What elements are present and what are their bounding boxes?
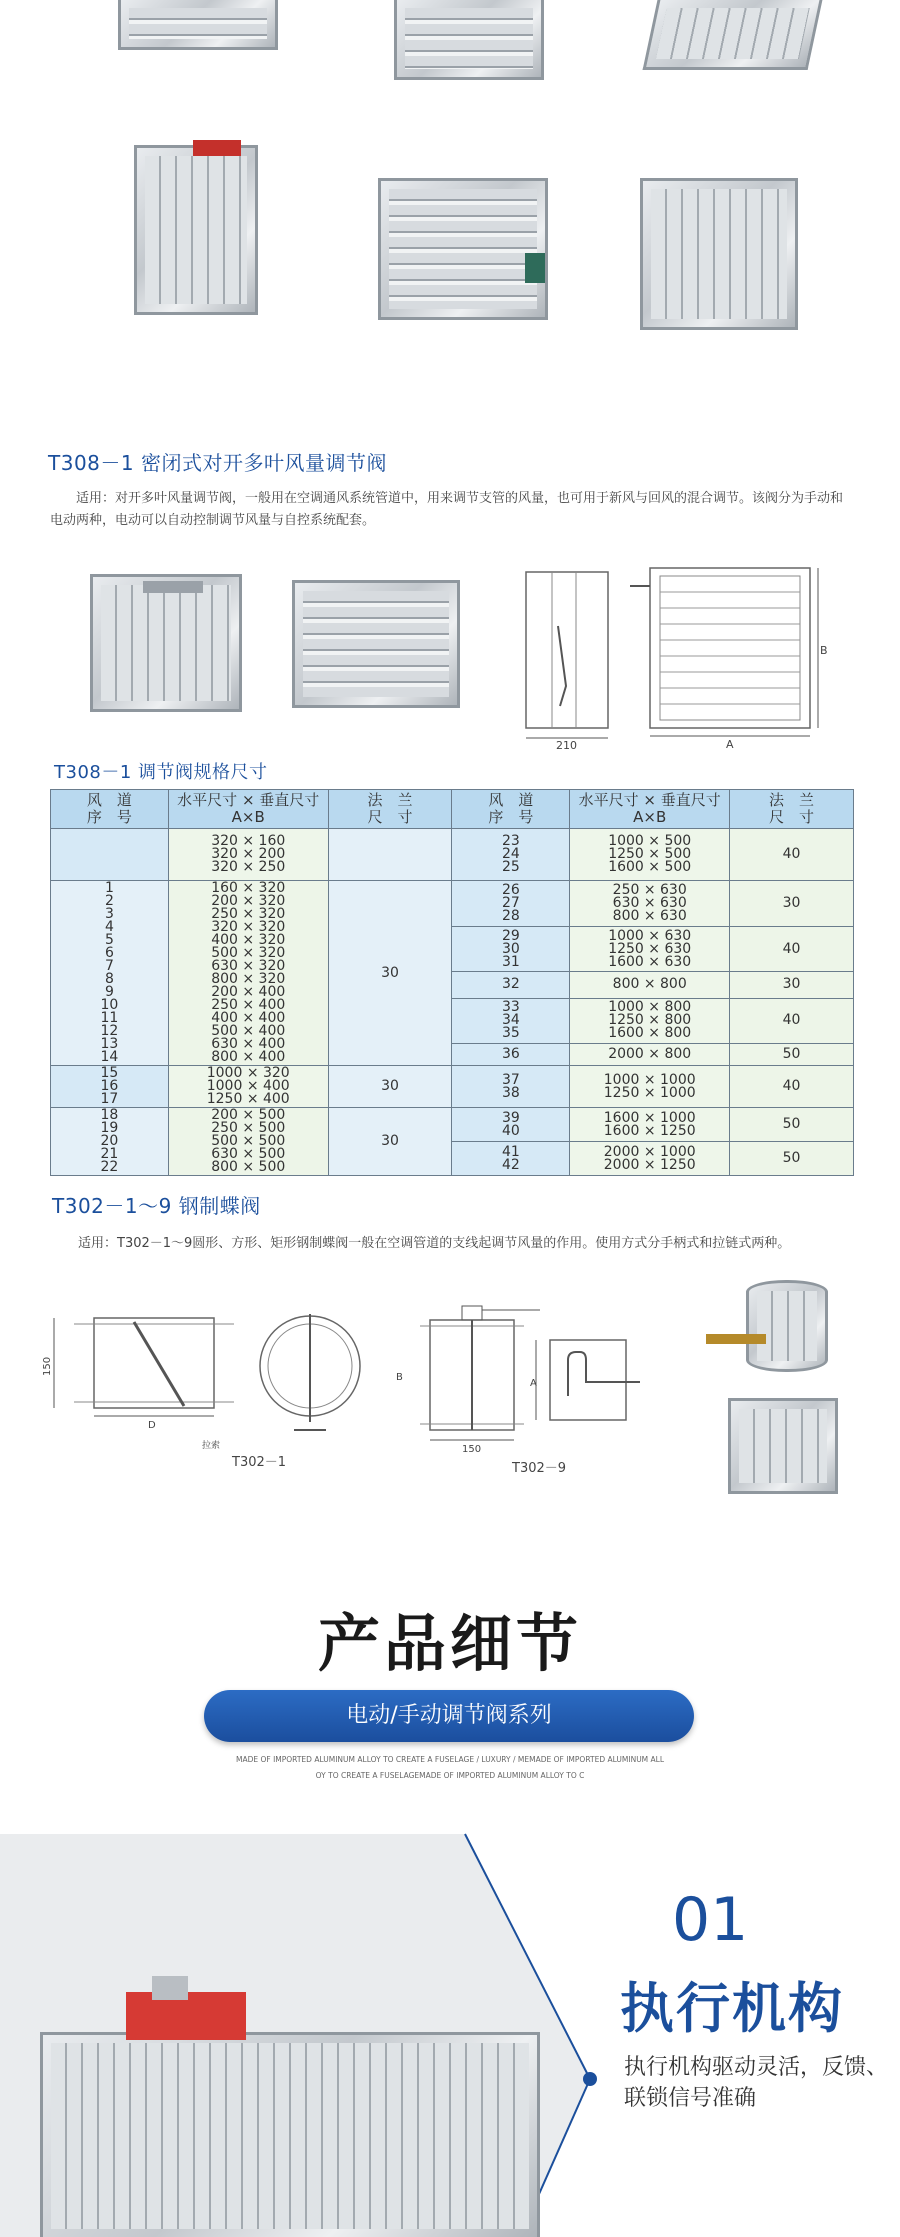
svg-text:B: B bbox=[396, 1372, 403, 1383]
svg-text:D: D bbox=[148, 1420, 156, 1431]
svg-text:B: B bbox=[820, 644, 828, 657]
table-title: T308－1 调节阀规格尺寸 bbox=[54, 762, 268, 783]
cell-flange-right: 40 bbox=[730, 998, 854, 1044]
butterfly-drawing-1 bbox=[44, 1300, 374, 1470]
th-duct-no: 风 道 序 号 bbox=[51, 790, 169, 829]
th-flange-2: 法 兰 尺 寸 bbox=[730, 790, 854, 829]
actuator-photo bbox=[40, 2032, 540, 2237]
feature-title: 执行机构 bbox=[620, 1977, 844, 2040]
cell-size-right: 1000 × 500 1250 × 500 1600 × 500 bbox=[570, 829, 730, 881]
cell-size-right: 2000 × 800 bbox=[570, 1044, 730, 1066]
series-pill: 电动/手动调节阀系列 bbox=[204, 1690, 694, 1742]
cell-duct-no-right: 26 27 28 bbox=[452, 881, 570, 927]
cell-flange-right: 40 bbox=[730, 926, 854, 972]
cell-duct-no: 18 19 20 21 22 bbox=[51, 1108, 169, 1176]
cell-flange-right: 30 bbox=[730, 972, 854, 998]
valve-photo-2 bbox=[292, 580, 460, 708]
product-photo-top-left bbox=[118, 0, 278, 50]
cell-flange: 30 bbox=[328, 1066, 452, 1108]
product-photo-mid-right bbox=[640, 178, 798, 330]
cell-duct-no: 15 16 17 bbox=[51, 1066, 169, 1108]
product-photo-top-center bbox=[394, 0, 544, 80]
cell-size-right: 2000 × 1000 2000 × 1250 bbox=[570, 1142, 730, 1176]
th-size: 水平尺寸 × 垂直尺寸 A×B bbox=[168, 790, 328, 829]
cell-duct-no-right: 39 40 bbox=[452, 1108, 570, 1142]
cell-size: 160 × 320 200 × 320 250 × 320 320 × 320 400 × 320 500 × 320 630 × 320 800 × 320 200 × 400 250 × 400 400 × 400 500 × 400 630 × 400 800 × 400 bbox=[168, 881, 328, 1066]
cell-flange: 30 bbox=[328, 881, 452, 1066]
table-header-row bbox=[51, 790, 854, 829]
valve-photo-1 bbox=[90, 574, 242, 712]
cell-duct-no-right: 23 24 25 bbox=[452, 829, 570, 881]
cell-duct-no-right: 29 30 31 bbox=[452, 926, 570, 972]
details-en-line1: MADE OF IMPORTED ALUMINUM ALLOY TO CREATE A FUSELAGE / LUXURY / MEMADE OF IMPORTED ALUMINUM ALL bbox=[235, 1755, 665, 1764]
cell-size-right: 1000 × 1000 1250 × 1000 bbox=[570, 1066, 730, 1108]
cell-flange-right: 50 bbox=[730, 1044, 854, 1066]
th-size-2: 水平尺寸 × 垂直尺寸 A×B bbox=[570, 790, 730, 829]
cell-flange-right: 40 bbox=[730, 829, 854, 881]
butterfly-handle bbox=[706, 1334, 766, 1344]
svg-text:A: A bbox=[726, 738, 734, 751]
cell-size-right: 800 × 800 bbox=[570, 972, 730, 998]
cell-flange-right: 40 bbox=[730, 1066, 854, 1108]
details-title: 产品细节 bbox=[317, 1607, 582, 1680]
details-en-line2: OY TO CREATE A FUSELAGEMADE OF IMPORTED ALUMINUM ALLOY TO C bbox=[315, 1771, 585, 1780]
label-t302-1: T302－1 bbox=[232, 1455, 287, 1470]
table-row bbox=[51, 881, 854, 927]
th-flange: 法 兰 尺 寸 bbox=[328, 790, 452, 829]
cell-size-right: 1000 × 630 1250 × 630 1600 × 630 bbox=[570, 926, 730, 972]
cell-duct-no-right: 41 42 bbox=[452, 1142, 570, 1176]
butterfly-photo-round bbox=[746, 1280, 828, 1372]
product-photo-mid-center bbox=[378, 178, 548, 320]
svg-text:150: 150 bbox=[42, 1356, 53, 1376]
feature-number: 01 bbox=[672, 1885, 749, 1955]
svg-text:拉索: 拉索 bbox=[202, 1441, 221, 1451]
cell-duct-no-right: 33 34 35 bbox=[452, 998, 570, 1044]
section1-title: T308－1 密闭式对开多叶风量调节阀 bbox=[48, 451, 387, 475]
cell-duct-no: 1 2 3 4 5 6 7 8 9 10 11 12 13 14 bbox=[51, 881, 169, 1066]
cell-size-right: 1600 × 1000 1600 × 1250 bbox=[570, 1108, 730, 1142]
cell-flange-right: 30 bbox=[730, 881, 854, 927]
cell-duct-no-right: 32 bbox=[452, 972, 570, 998]
section2-desc: 适用：T302－1～9圆形、方形、矩形钢制蝶阀一般在空调管道的支线起调节风量的作用。使用方式分手柄式和拉链式两种。 bbox=[78, 1236, 791, 1251]
spec-table bbox=[50, 789, 854, 1176]
cell-size: 320 × 160 320 × 200 320 × 250 bbox=[168, 829, 328, 881]
cell-duct-no bbox=[51, 829, 169, 881]
label-t302-9: T302－9 bbox=[512, 1461, 567, 1476]
cell-size-right: 250 × 630 630 × 630 800 × 630 bbox=[570, 881, 730, 927]
svg-text:150: 150 bbox=[462, 1444, 482, 1455]
table-row bbox=[51, 829, 854, 881]
product-photo-mid-left bbox=[134, 145, 258, 315]
cell-size: 200 × 500 250 × 500 500 × 500 630 × 500 800 × 500 bbox=[168, 1108, 328, 1176]
butterfly-photo-square bbox=[728, 1398, 838, 1494]
dim-210: 210 bbox=[556, 739, 577, 752]
th-duct-no-2: 风 道 序 号 bbox=[452, 790, 570, 829]
cell-flange bbox=[328, 829, 452, 881]
valve-side-drawing bbox=[520, 566, 620, 752]
table-row bbox=[51, 1108, 854, 1142]
actuator-bracket bbox=[152, 1976, 188, 2000]
butterfly-drawing-2 bbox=[390, 1296, 670, 1476]
feature-desc: 执行机构驱动灵活，反馈、联锁信号准确 bbox=[624, 2055, 889, 2111]
table-row bbox=[51, 1066, 854, 1108]
cell-size: 1000 × 320 1000 × 400 1250 × 400 bbox=[168, 1066, 328, 1108]
svg-text:A: A bbox=[530, 1378, 537, 1389]
section1-desc: 适用：对开多叶风量调节阀，一般用在空调通风系统管道中，用来调节支管的风量，也可用于新风与回风的混合调节。该阀分为手动和电动两种，电动可以自动控制调节风量与自控系统配套。 bbox=[50, 491, 844, 528]
section2-title: T302－1～9 钢制蝶阀 bbox=[52, 1194, 261, 1218]
cell-duct-no-right: 36 bbox=[452, 1044, 570, 1066]
valve-front-drawing bbox=[620, 562, 830, 752]
cell-duct-no-right: 37 38 bbox=[452, 1066, 570, 1108]
cell-flange-right: 50 bbox=[730, 1108, 854, 1142]
cell-size-right: 1000 × 800 1250 × 800 1600 × 800 bbox=[570, 998, 730, 1044]
cell-flange: 30 bbox=[328, 1108, 452, 1176]
product-photo-top-right bbox=[643, 0, 823, 70]
cell-flange-right: 50 bbox=[730, 1142, 854, 1176]
